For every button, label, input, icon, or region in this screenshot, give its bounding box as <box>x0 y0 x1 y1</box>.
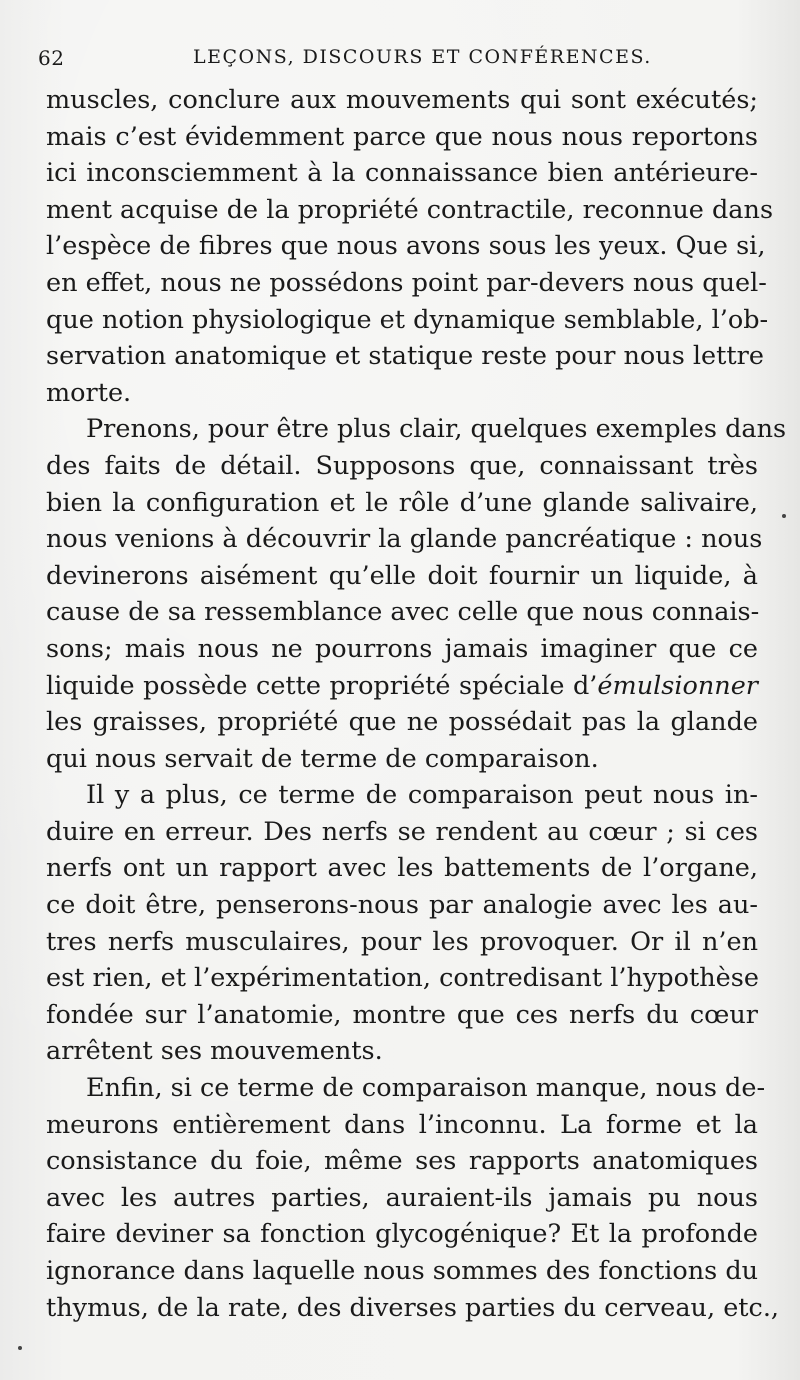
ink-speck <box>782 514 786 518</box>
text-line: ment acquise de la propriété contractile, reconnue dans <box>46 194 774 225</box>
text-line: des faits de détail. Supposons que, connaissant très <box>46 450 758 481</box>
text-line: faire deviner sa fonction glycogénique? Et la profonde <box>46 1219 758 1250</box>
text-line: mais c’est évidemment parce que nous nous reportons <box>46 121 758 152</box>
text-line: devinerons aisément qu’elle doit fournir un liquide, à <box>46 560 758 591</box>
body-text <box>46 82 787 1326</box>
text-line: fondée sur l’anatomie, montre que ces nerfs du cœur <box>46 999 758 1030</box>
text-line: est rien, et l’expérimentation, contredisant l’hypothèse <box>46 963 759 994</box>
text-line: en effet, nous ne possédons point par-devers nous quel- <box>46 267 767 298</box>
text-line-with-italic <box>46 668 758 705</box>
running-title: LEÇONS, DISCOURS ET CONFÉRENCES. <box>193 46 652 68</box>
text-line: consistance du foie, même ses rapports anatomiques <box>46 1146 758 1177</box>
text-line: ici inconsciemment à la connaissance bien antérieure- <box>46 158 758 189</box>
ink-speck <box>18 1346 22 1350</box>
text-line: que notion physiologique et dynamique semblable, l’ob- <box>46 304 769 335</box>
text-line: tres nerfs musculaires, pour les provoquer. Or il n’en <box>46 926 758 957</box>
italic-word: émulsionner <box>597 670 758 701</box>
text-line: duire en erreur. Des nerfs se rendent au cœur ; si ces <box>46 816 758 847</box>
text-line: nerfs ont un rapport avec les battements de l’organe, <box>46 853 758 884</box>
text-line: ignorance dans laquelle nous sommes des fonctions du <box>46 1256 759 1286</box>
page-header <box>38 42 778 76</box>
text-line: muscles, conclure aux mouvements qui sont exécutés; <box>46 85 758 115</box>
paragraph-start-line: Il y a plus, ce terme de comparaison peut nous in- <box>86 780 758 811</box>
text-line: meurons entièrement dans l’inconnu. La forme et la <box>46 1109 758 1140</box>
text-line: cause de sa ressemblance avec celle que nous connais- <box>46 597 760 628</box>
text-line-segment: liquide possède cette propriété spéciale d’ <box>46 670 598 701</box>
page-number: 62 <box>38 46 65 70</box>
paragraph-start-line: Enfin, si ce terme de comparaison manque, nous de- <box>86 1073 766 1104</box>
text-line: ce doit être, penserons-nous par analogie avec les au- <box>46 890 758 921</box>
text-line: les graisses, propriété que ne possédait pas la glande <box>46 707 758 738</box>
text-line: sons; mais nous ne pourrons jamais imaginer que ce <box>46 633 758 664</box>
text-line: nous venions à découvrir la glande pancréatique : nous <box>46 524 763 555</box>
text-line: arrêtent ses mouvements. <box>46 1036 383 1067</box>
text-line: thymus, de la rate, des diverses parties du cerveau, etc., <box>46 1292 780 1323</box>
paragraph-start-line: Prenons, pour être plus clair, quelques exemples dans <box>86 414 787 445</box>
text-line: l’espèce de fibres que nous avons sous les yeux. Que si, <box>46 231 766 262</box>
text-line: servation anatomique et statique reste pour nous lettre <box>46 341 764 372</box>
text-line: qui nous servait de terme de comparaison. <box>46 743 599 774</box>
text-line: bien la configuration et le rôle d’une glande salivaire, <box>46 487 758 518</box>
text-line: avec les autres parties, auraient-ils jamais pu nous <box>46 1182 758 1213</box>
text-line: morte. <box>46 377 132 408</box>
